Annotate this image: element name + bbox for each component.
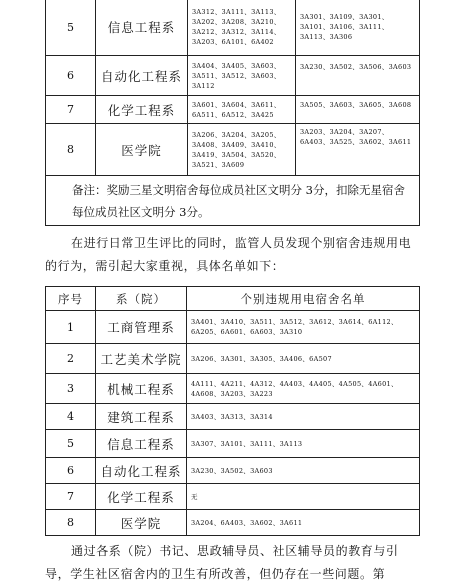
- room-list: 无: [187, 484, 420, 510]
- table-header-row: [46, 287, 420, 311]
- row-number: 7: [46, 96, 96, 124]
- row-number: 5: [46, 0, 96, 56]
- department-name: 自动化工程系: [96, 458, 187, 484]
- room-list: 3A230、3A502、3A506、3A603: [296, 56, 420, 96]
- row-number: 4: [46, 404, 96, 430]
- illegal-electricity-table: [45, 286, 420, 536]
- room-list: 4A111、4A211、4A312、4A403、4A405、4A505、4A601、4A608、3A203、3A223: [187, 374, 420, 404]
- paragraph-conclusion: 通过各系（院）书记、思政辅导员、社区辅导员的教育与引导，学生社区宿舍内的卫生有所改善，但仍存在一些问题。第: [45, 544, 399, 581]
- row-number: 8: [46, 510, 96, 536]
- department-name: 建筑工程系: [96, 404, 187, 430]
- department-name: 工艺美术学院: [96, 344, 187, 374]
- row-number: 6: [46, 458, 96, 484]
- room-list: 3A203、3A204、3A207、6A403、3A525、3A602、3A611: [296, 124, 420, 176]
- row-number: 7: [46, 484, 96, 510]
- table-row: [46, 96, 420, 124]
- row-number: 6: [46, 56, 96, 96]
- room-list: 3A505、3A603、3A605、3A608: [296, 96, 420, 124]
- department-name: 信息工程系: [96, 430, 187, 458]
- table-row: [46, 124, 420, 176]
- row-number: 1: [46, 311, 96, 344]
- note-text: 备注：奖励三星文明宿舍每位成员社区文明分 3分，扣除无星宿舍每位成员社区文明分 3分。: [46, 176, 420, 226]
- room-list: 3A204、6A403、3A602、3A611: [187, 510, 420, 536]
- department-name: 化学工程系: [96, 484, 187, 510]
- row-number: 5: [46, 430, 96, 458]
- department-name: 工商管理系: [96, 311, 187, 344]
- room-list: 3A403、3A313、3A314: [187, 404, 420, 430]
- table-row: [46, 311, 420, 344]
- table-row: [46, 56, 420, 96]
- department-name: 自动化工程系: [96, 56, 188, 96]
- department-name: 医学院: [96, 124, 188, 176]
- row-number: 8: [46, 124, 96, 176]
- room-list: 3A307、3A101、3A111、3A113: [187, 430, 420, 458]
- row-number: 3: [46, 374, 96, 404]
- room-list: 3A401、3A410、3A511、3A512、3A612、3A614、6A112、6A205、6A601、6A603、3A310: [187, 311, 420, 344]
- table-row: [46, 458, 420, 484]
- room-list: 3A206、3A204、3A205、3A408、3A409、3A410、3A419、3A504、3A520、3A521、3A609: [188, 124, 296, 176]
- table-row: [46, 404, 420, 430]
- paragraph-violation-intro: 在进行日常卫生评比的同时，监管人员发现个别宿舍违规用电的行为，需引起大家重视，具体名单如下：: [45, 236, 412, 273]
- room-list: 3A206、3A301、3A305、3A406、6A507: [187, 344, 420, 374]
- table-row: [46, 0, 420, 56]
- room-list: 3A230、3A502、3A603: [187, 458, 420, 484]
- department-name: 机械工程系: [96, 374, 187, 404]
- table-row: [46, 484, 420, 510]
- header-department: 系（院）: [96, 287, 187, 311]
- department-name: 信息工程系: [96, 0, 188, 56]
- table-row: [46, 510, 420, 536]
- room-list: 3A301、3A109、3A301、3A101、3A106、3A111、3A113、3A306: [296, 0, 420, 56]
- header-rooms: 个别违规用电宿舍名单: [187, 287, 420, 311]
- room-list: 3A404、3A405、3A603、3A511、3A512、3A603、3A112: [188, 56, 296, 96]
- table-row: [46, 374, 420, 404]
- table-row: [46, 430, 420, 458]
- department-name: 医学院: [96, 510, 187, 536]
- star-dormitory-table: [45, 0, 420, 226]
- table-note-row: [46, 176, 420, 226]
- row-number: 2: [46, 344, 96, 374]
- room-list: 3A312、3A111、3A113、3A202、3A208、3A210、3A212、3A312、3A114、3A203、6A101、6A402: [188, 0, 296, 56]
- room-list: 3A601、3A604、3A611、6A511、6A512、3A425: [188, 96, 296, 124]
- department-name: 化学工程系: [96, 96, 188, 124]
- header-number: 序号: [46, 287, 96, 311]
- table-row: [46, 344, 420, 374]
